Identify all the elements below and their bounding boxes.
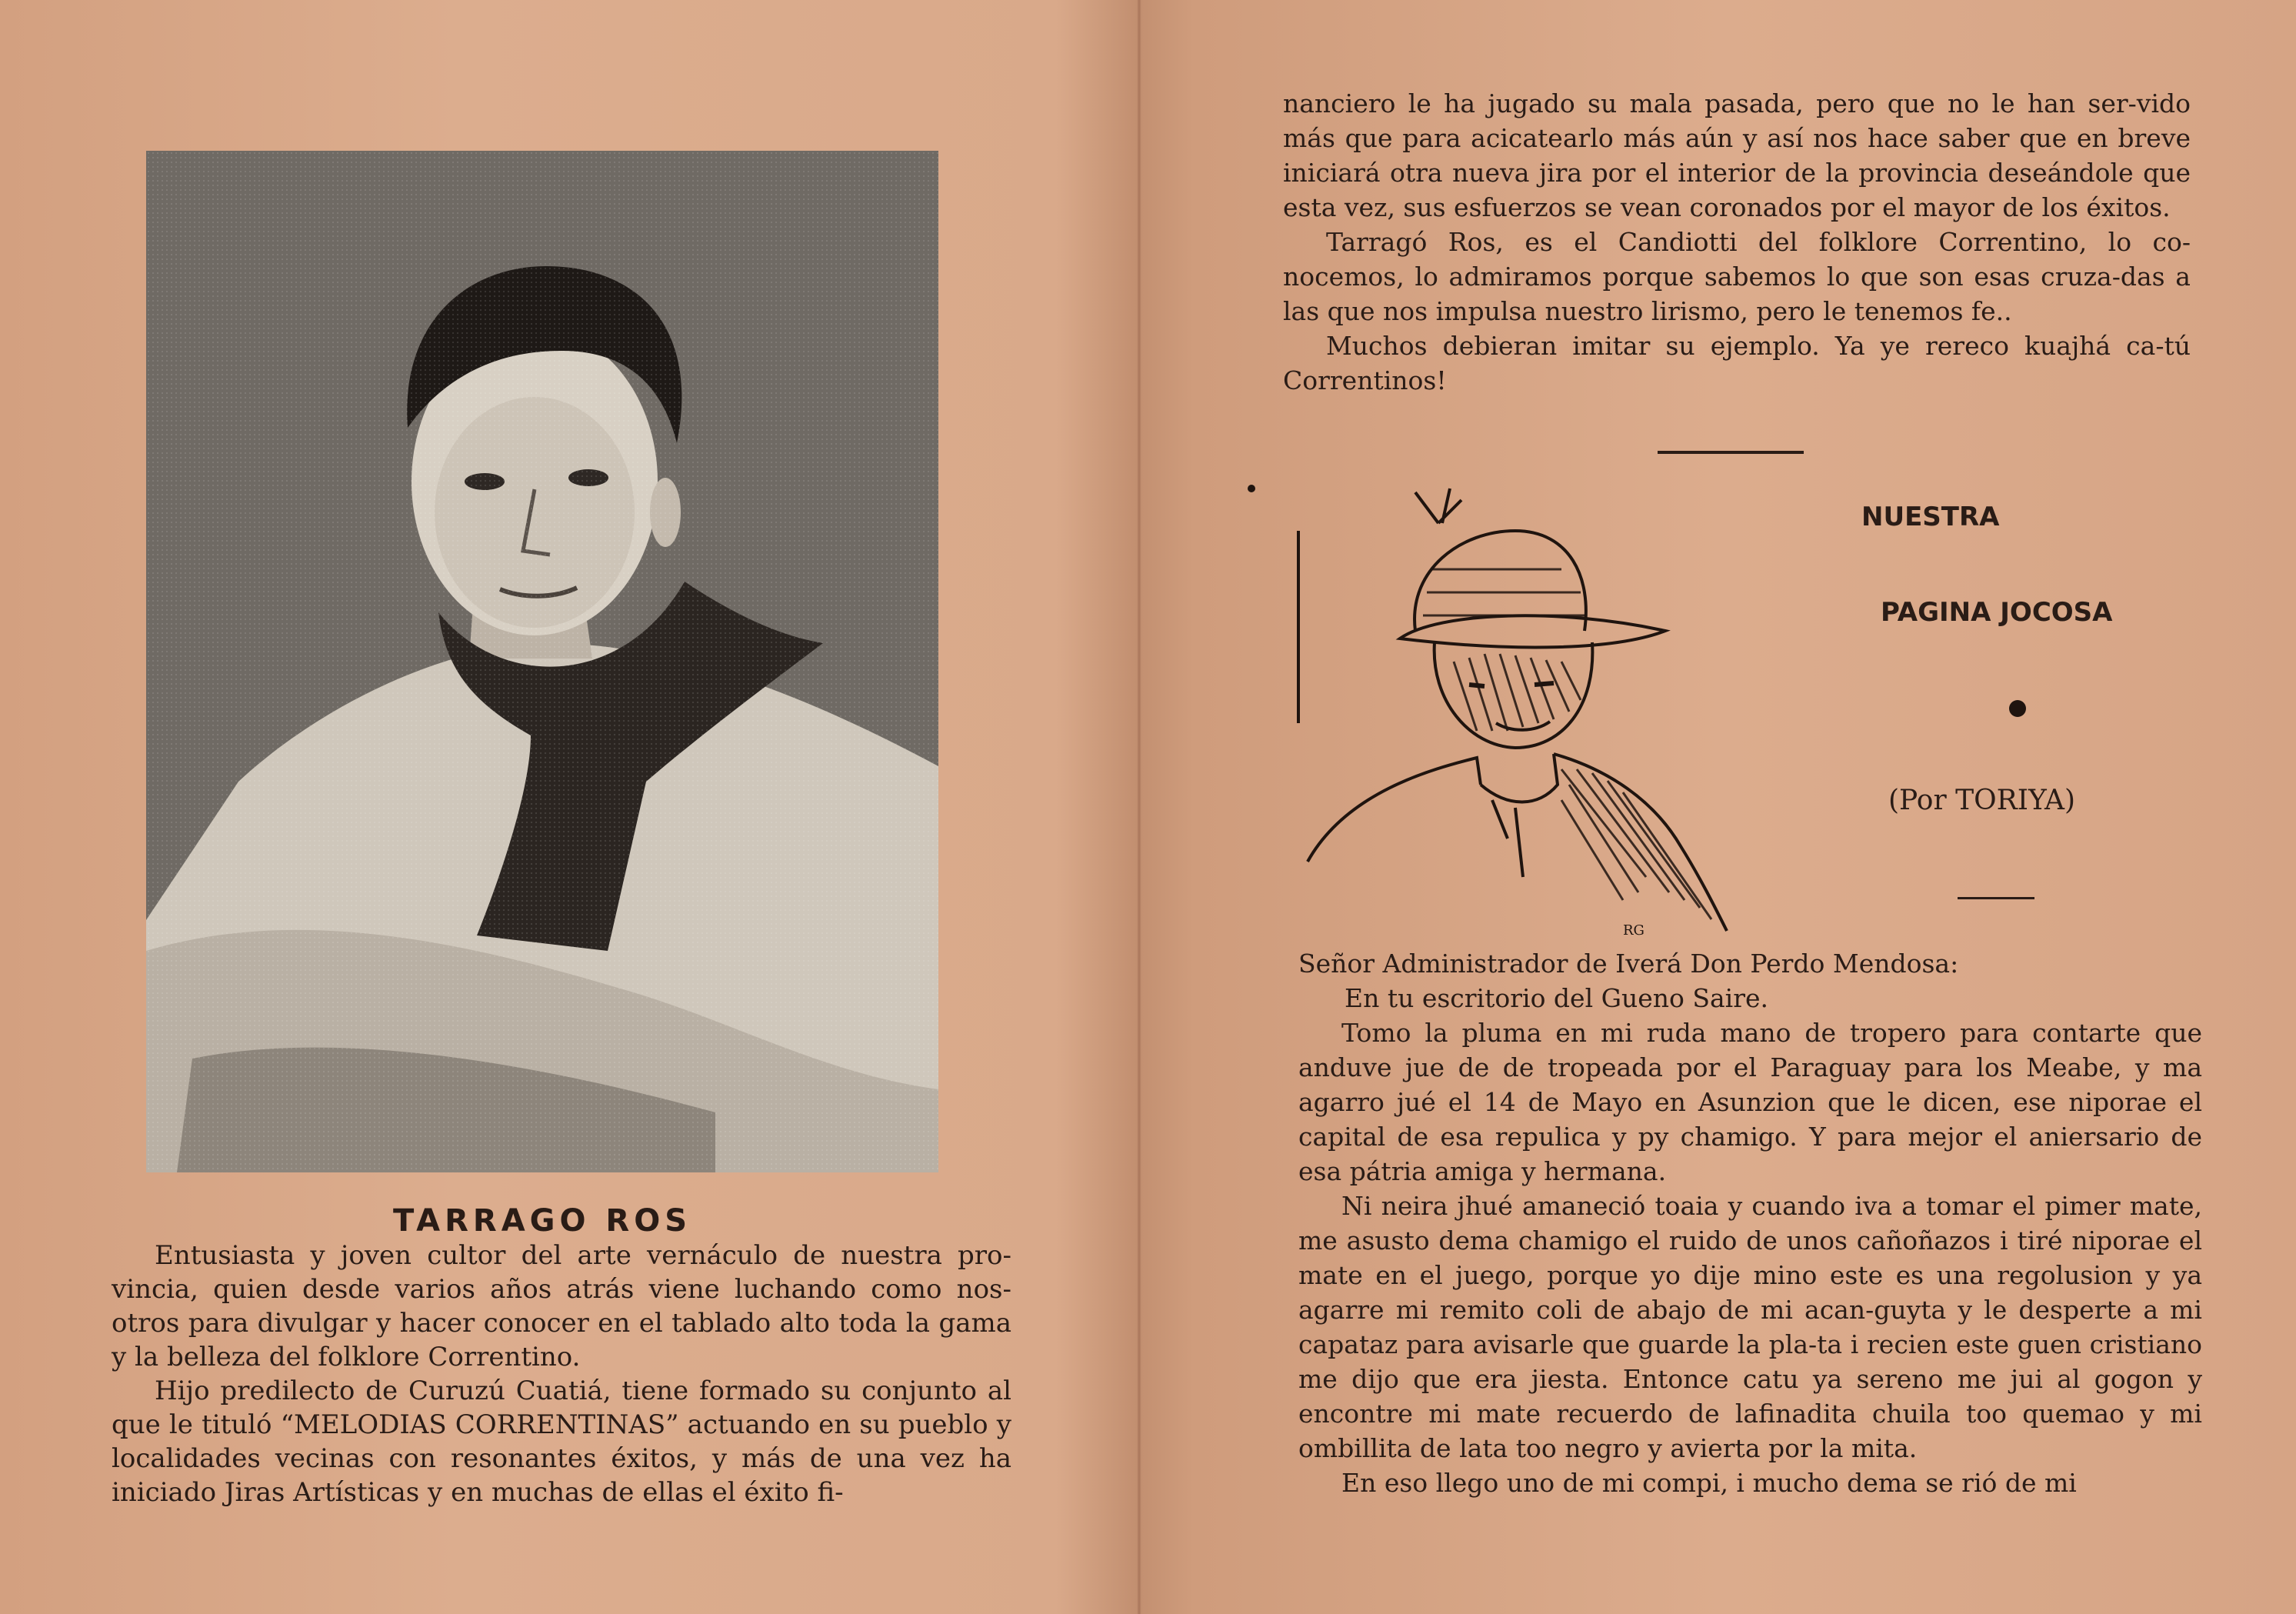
letter-address: En tu escritorio del Gueno Saire. — [1345, 983, 1769, 1013]
portrait-illustration — [146, 151, 938, 1172]
photo-caption: TARRAGO ROS — [392, 1203, 692, 1239]
sketch-signature: RG — [1623, 922, 1645, 939]
section-bullet — [2009, 700, 2026, 717]
letter-paragraph-2: Ni neira jhué amaneció toaia y cuando iva a tomar el pimer mate, me asusto dema chamigo el ruido de unos cañoñazos i tiré niporae el mate en el juego, porque yo dije mino este es una regolusion y ya agarre mi remito coli de abajo de mi acan-guyta y le desperte a mi capataz para avisarle que guarde la pla-ta i recien este guen cristiano me dijo que era jiesta. Entonce catu ya sereno me jui al gogon y encontre mi mate recuerdo de lafinadita chuila too quemao y mi ombillita de lata too negro y avierta por la mita. — [1298, 1191, 2202, 1463]
letter-salutation: Señor Administrador de Iverá Don Perdo Mendosa: — [1298, 949, 1959, 979]
byline-divider-rule — [1958, 897, 2034, 899]
left-paragraph-1: Entusiasta y joven cultor del arte vernáculo de nuestra pro-vincia, quien desde varios años atrás viene luchando como nos-otros para divulgar y hacer conocer en el tablado alto toda la gama y la belleza del folklore Correntino. — [112, 1240, 1011, 1372]
section-divider-rule — [1658, 451, 1804, 454]
gaucho-sketch — [1285, 477, 1761, 939]
letter-paragraph-3: En eso llego uno de mi compi, i mucho dema se rió de mi — [1341, 1468, 2077, 1498]
left-article-text — [112, 1239, 1011, 1509]
byline: (Por TORIYA) — [1888, 785, 2075, 816]
right-paragraph-3: Muchos debieran imitar su ejemplo. Ya ye rereco kuajhá ca-tú Correntinos! — [1283, 331, 2191, 395]
section-title-line-1: NUESTRA — [1861, 502, 2000, 532]
letter-text — [1298, 946, 2202, 1500]
portrait-photograph — [146, 151, 938, 1172]
left-paragraph-2: Hijo predilecto de Curuzú Cuatiá, tiene formado su conjunto al que le tituló “MELODIAS CORRENTINAS” actuando en su pueblo y localidades vecinas con resonantes éxitos, y más de una vez ha iniciado Jiras Artísticas y en muchas de ellas el éxito fi- — [112, 1376, 1011, 1508]
section-title-line-2: PAGINA JOCOSA — [1881, 597, 2113, 628]
right-paragraph-2: Tarragó Ros, es el Candiotti del folklore Correntino, lo co-nocemos, lo admiramos porque sabemos lo que son esas cruza-das a las que nos impulsa nuestro lirismo, pero le tenemos fe.. — [1283, 227, 2191, 326]
page-gutter — [1137, 0, 1141, 1614]
margin-dot — [1248, 485, 1255, 492]
right-paragraph-1: nanciero le ha jugado su mala pasada, pero que no le han ser-vido más que para acicatearlo más aún y así nos hace saber que en breve iniciará otra nueva jira por el interior de la provincia deseándole que esta vez, sus esfuerzos se vean coronados por el mayor de los éxitos. — [1283, 88, 2191, 222]
letter-paragraph-1: Tomo la pluma en mi ruda mano de tropero para contarte que anduve jue de de tropeada por el Paraguay para los Meabe, y ma agarro jué el 14 de Mayo en Asunzion que le dicen, ese niporae el capital de esa repulica y py chamigo. Y para mejor el aniersario de esa pátria amiga y hermana. — [1298, 1018, 2202, 1186]
right-continued-text — [1283, 86, 2191, 398]
